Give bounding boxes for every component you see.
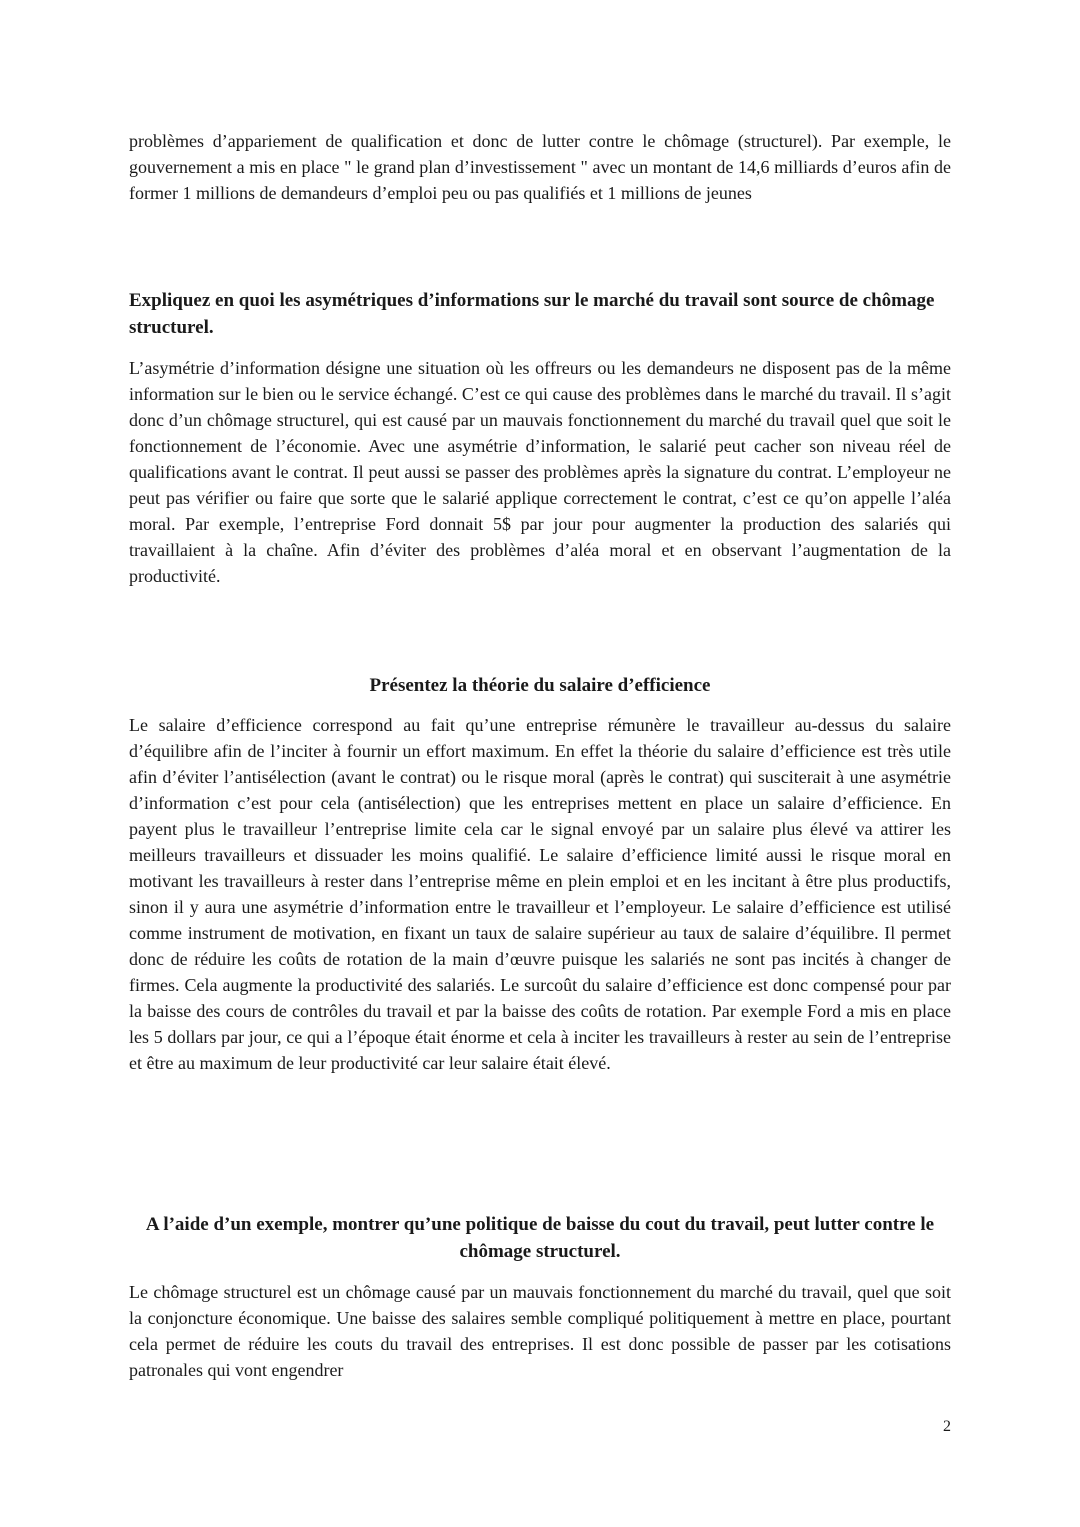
section-heading-baisse-cout-travail: A l’aide d’un exemple, montrer qu’une politique de baisse du cout du travail, peut lutter contre le chômage structurel. <box>145 1214 935 1262</box>
section-baisse-cout-travail <box>129 1211 951 1383</box>
section-heading-asymetrie: Expliquez en quoi les asymétriques d’informations sur le marché du travail sont source de chômage structurel. <box>129 290 935 338</box>
section-paragraph-baisse-cout-travail: Le chômage structurel est un chômage causé par un mauvais fonctionnement du marché du travail, quel que soit la conjoncture économique. Une baisse des salaires semble compliqué politiquement à mettre en place, pourtant cela permet de réduire les couts du travail des entreprises. Il est donc possible de passer par les cotisations patronales qui vont engendrer <box>129 1282 951 1380</box>
intro-paragraph: problèmes d’appariement de qualification et donc de lutter contre le chômage (structurel). Par exemple, le gouvernement a mis en place " le grand plan d’investissement " avec un montant de 14,6 milliards d’euros afin de former 1 millions de demandeurs d’emploi peu ou pas qualifiés et 1 millions de jeunes <box>129 131 951 203</box>
page-number: 2 <box>943 1418 951 1435</box>
section-paragraph-salaire-efficience: Le salaire d’efficience correspond au fait qu’une entreprise rémunère le travailleur au-dessus du salaire d’équilibre afin de l’inciter à fournir un effort maximum. En effet la théorie du salaire d’efficience est très utile afin d’éviter l’antisélection (avant le contrat) ou le risque moral (après le contrat) qui susciterait à une asymétrie d’information c’est pour cela (antisélection) que les entreprises mettent en place un salaire d’efficience. En payent plus le travailleur l’entreprise limite cela car le signal envoyé par un salaire plus élevé va attirer les meilleurs travailleurs et dissuader les moins qualifié. Le salaire d’efficience limité aussi le risque moral en motivant les travailleurs à rester dans l’entreprise même en plein emploi et en les incitant à être plus productifs, sinon il y aura une asymétrie d’information entre le travailleur et l’employeur. Le salaire d’efficience est utilisé comme instrument de motivation, en fixant un taux de salaire supérieur au taux de salaire d’équilibre. Il permet donc de réduire les coûts de rotation de la main d’œuvre puisque les salariés ne sont pas incités à changer de firmes. Cela augmente la productivité des salariés. Le surcoût du salaire d’efficience est donc compensé pour par la baisse des cours de contrôles du travail et par la baisse des coûts de rotation. Par exemple Ford a mis en place les 5 dollars par jour, ce qui a l’époque était énorme et cela à inciter les travailleurs à rester au sein de l’entreprise et être au maximum de leur productivité car leur salaire était élevé. <box>129 715 951 1073</box>
section-heading-salaire-efficience: Présentez la théorie du salaire d’efficience <box>369 675 711 696</box>
section-salaire-efficience <box>129 672 951 1076</box>
section-asymetrie <box>129 287 951 589</box>
intro-block <box>129 128 951 206</box>
section-paragraph-asymetrie: L’asymétrie d’information désigne une situation où les offreurs ou les demandeurs ne disposent pas de la même information sur le bien ou le service échangé. C’est ce qui cause des problèmes dans le marché du travail. Il s’agit donc d’un chômage structurel, qui est causé par un mauvais fonctionnement du marché du travail quel que soit le fonctionnement de l’économie. Avec une asymétrie d’information, le salarié peut cacher son niveau réel de qualifications avant le contrat. Il peut aussi se passer des problèmes après la signature du contrat. L’employeur ne peut pas vérifier ou faire que sorte que le salarié applique correctement le contrat, c’est ce qu’on appelle l’aléa moral. Par exemple, l’entreprise Ford donnait 5$ par jour pour augmenter la production des salariés qui travaillaient à la chaîne. Afin d’éviter des problèmes d’aléa moral et en observant l’augmentation de la productivité. <box>129 358 951 586</box>
